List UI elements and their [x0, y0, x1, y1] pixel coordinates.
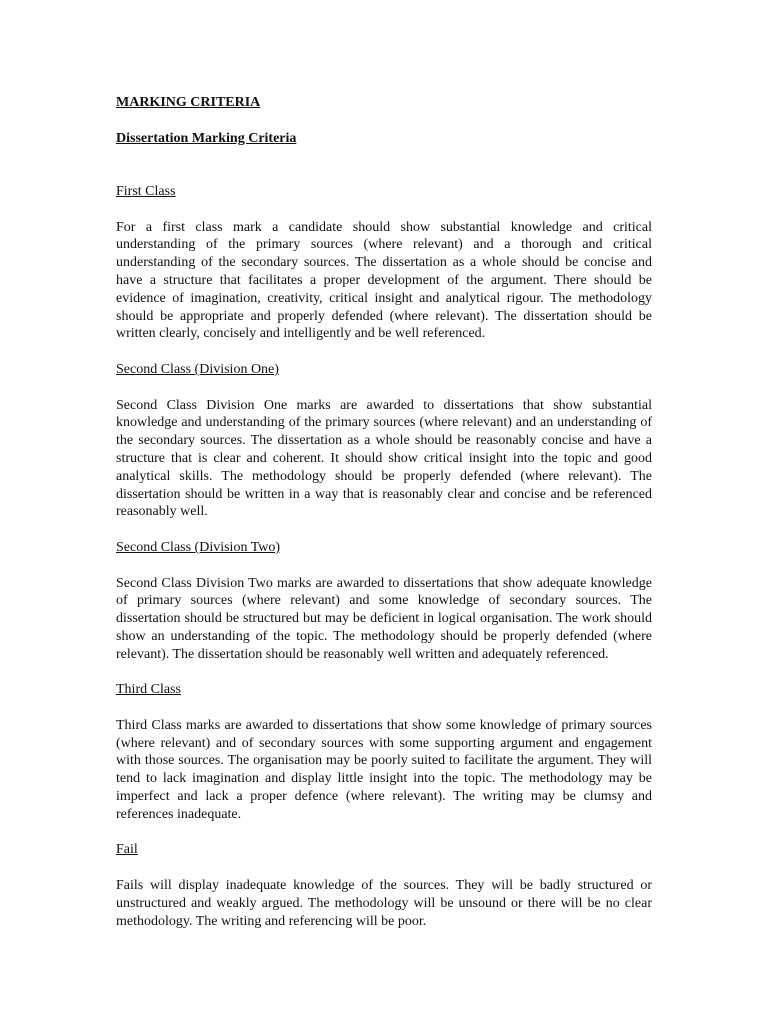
section-second-class-division-two: [116, 539, 652, 664]
document-title: MARKING CRITERIA: [116, 95, 261, 110]
section-heading: Second Class (Division One): [116, 361, 279, 377]
section-heading: Third Class: [116, 682, 181, 698]
section-first-class: [116, 183, 652, 343]
document-subtitle: Dissertation Marking Criteria: [116, 130, 297, 146]
section-body: Fails will display inadequate knowledge of the sources. They will be badly structured or unstructured and weakly argued. The methodology will be unsound or there will be no clear methodology. The writing and referencing will be poor.: [116, 878, 652, 929]
section-third-class: [116, 681, 652, 823]
section-heading: Fail: [116, 842, 138, 858]
criteria-sections: [116, 183, 652, 930]
section-body: For a first class mark a candidate should show substantial knowledge and critical understanding of the primary sources (where relevant) and a thorough and critical understanding of the secondary sources. The dissertation as a whole should be concise and have a structure that facilitates a proper development of the argument. There should be evidence of imagination, creativity, critical insight and analytical rigour. The methodology should be appropriate and properly defended (where relevant). The dissertation should be written clearly, concisely and intelligently and be well referenced.: [116, 219, 652, 342]
section-body: Third Class marks are awarded to dissertations that show some knowledge of primary sources (where relevant) and of secondary sources with some supporting argument and engagement with those sources. The organisation may be poorly suited to facilitate the argument. They will tend to lack imagination and display little insight into the topic. The methodology may be imperfect and lack a proper defence (where relevant). The writing may be clumsy and references inadequate.: [116, 717, 652, 822]
section-fail: [116, 841, 652, 930]
section-body: Second Class Division One marks are awarded to dissertations that show substantial knowledge and understanding of the primary sources (where relevant) and an understanding of the secondary sources. The dissertation as a whole should be reasonably concise and have a structure that is clear and coherent. It should show critical insight into the topic and good analytical skills. The methodology should be properly defended (where relevant). The dissertation should be written in a way that is reasonably clear and concise and be referenced reasonably well.: [116, 397, 652, 520]
section-heading: First Class: [116, 183, 176, 199]
section-second-class-division-one: [116, 361, 652, 521]
section-heading: Second Class (Division Two): [116, 539, 281, 555]
section-body: Second Class Division Two marks are awarded to dissertations that show adequate knowledge of primary sources (where relevant) and some knowledge of secondary sources. The dissertation should be structured but may be deficient in logical organisation. The work should show an understanding of the topic. The methodology should be properly defended (where relevant). The dissertation should be reasonably well written and adequately referenced.: [116, 575, 652, 662]
